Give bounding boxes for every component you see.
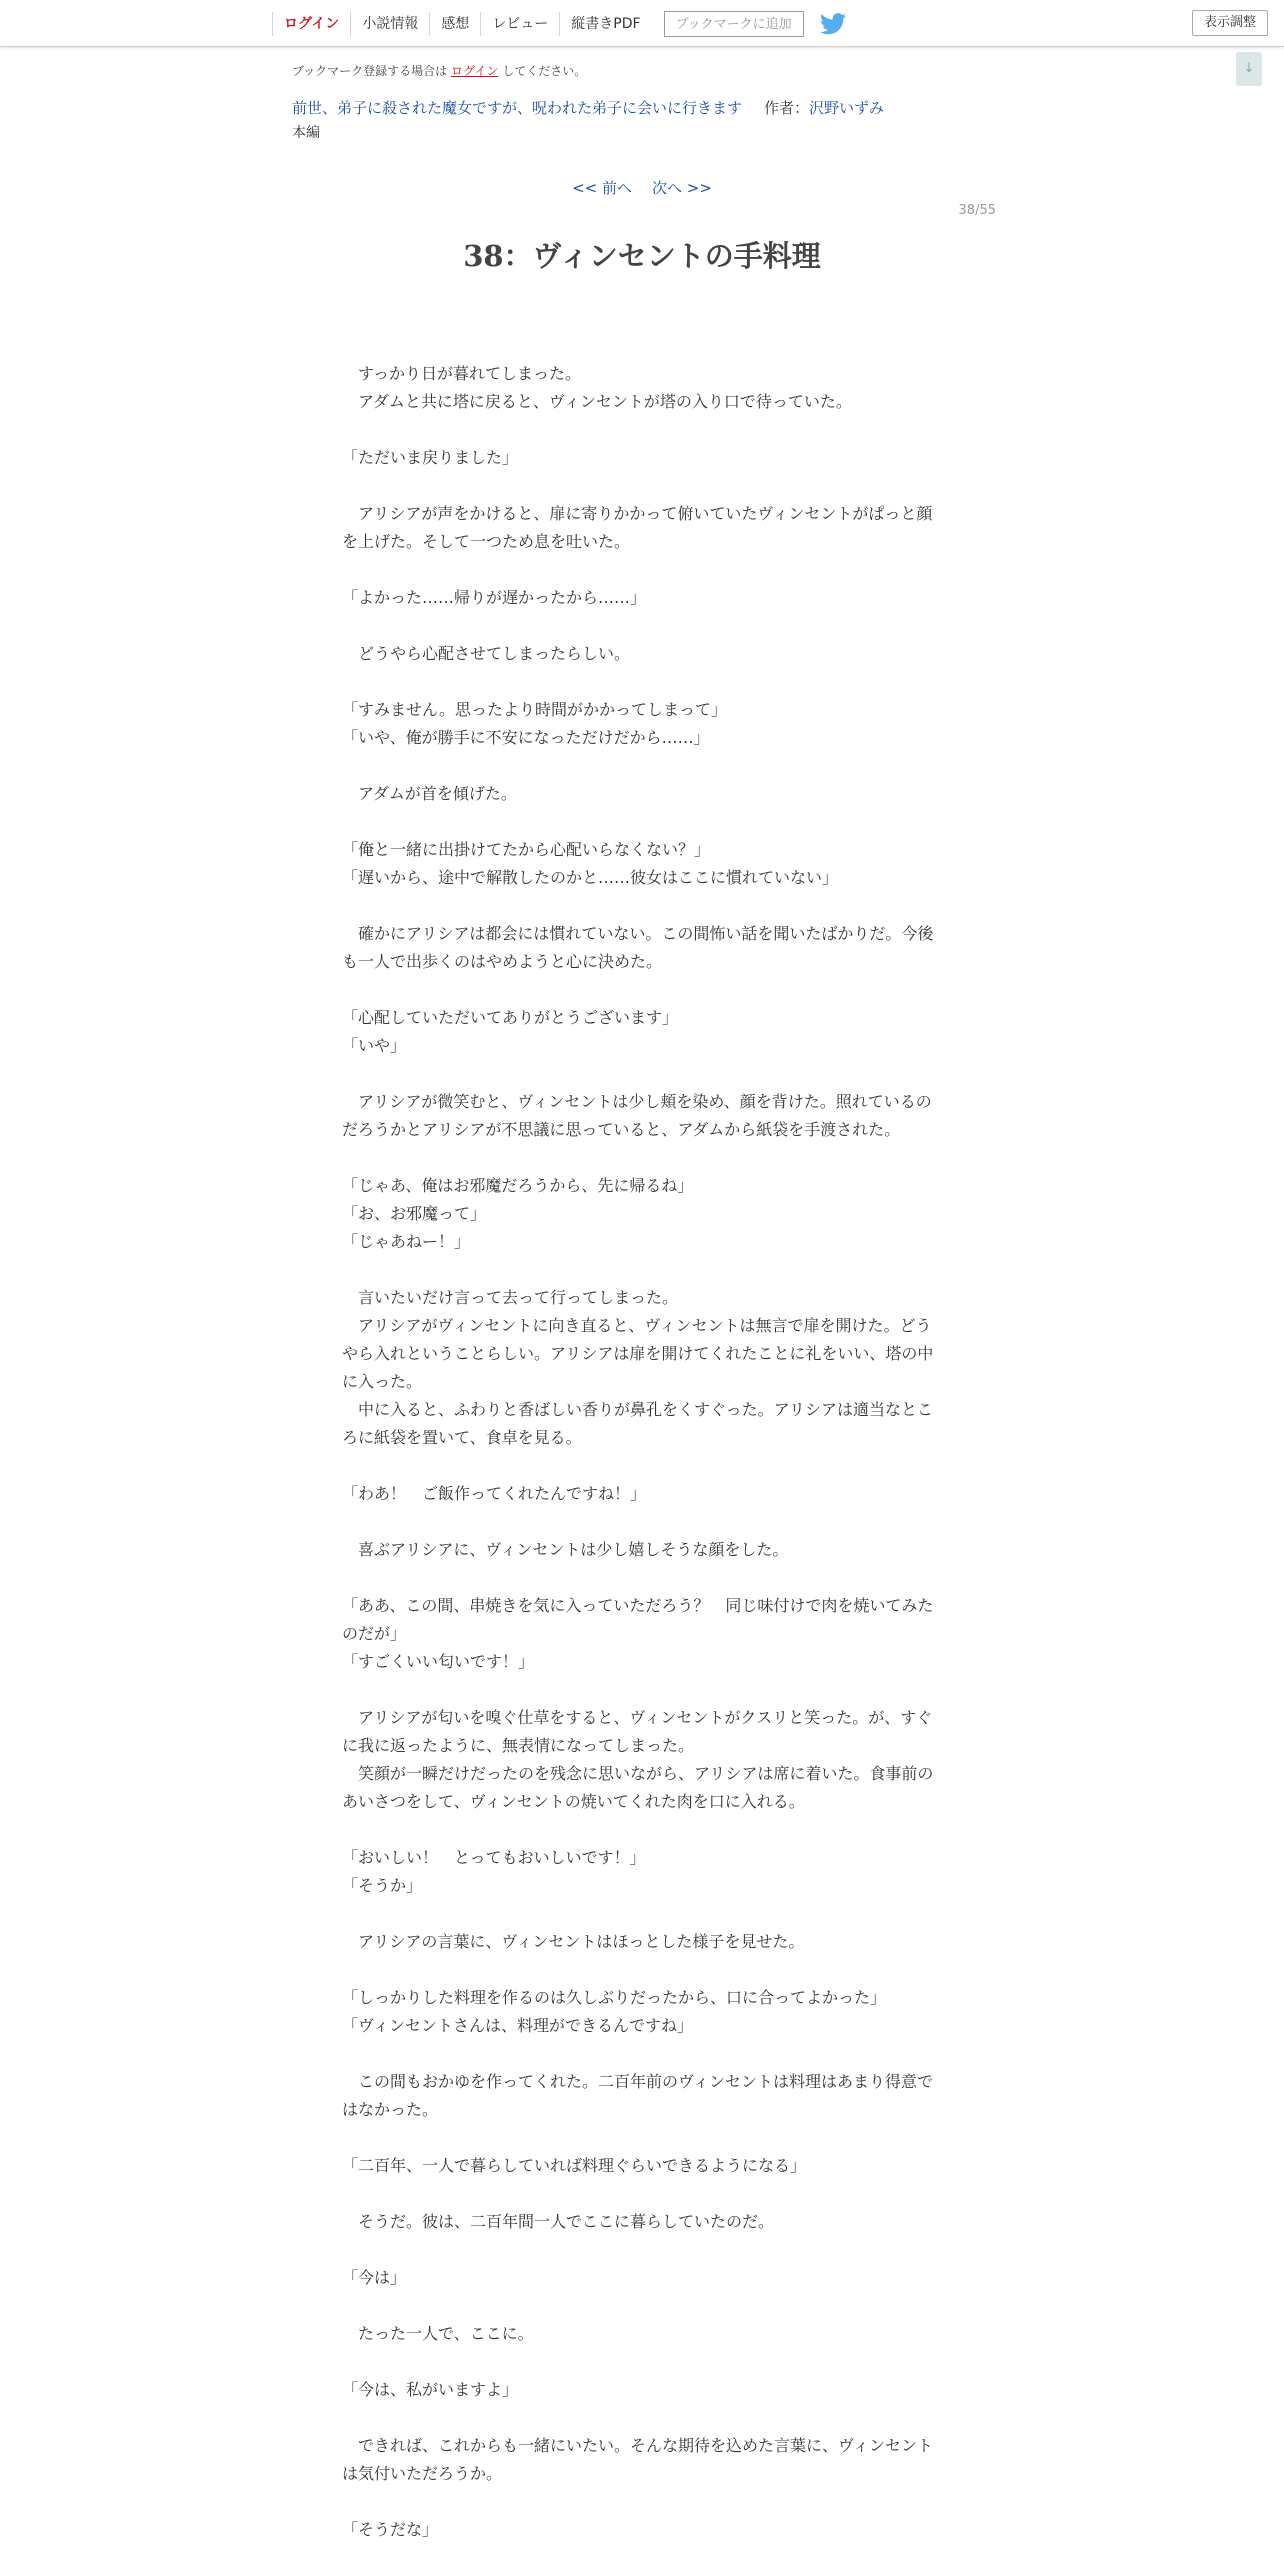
- blank-line: [342, 1676, 942, 1704]
- episode-title: 38：ヴィンセントの手料理: [463, 239, 821, 273]
- body-paragraph: 喜ぶアリシアに、ヴィンセントは少し嬉しそうな顔をした。: [342, 1540, 789, 1559]
- display-settings-button[interactable]: 表示調整: [1192, 10, 1268, 36]
- body-paragraph: できれば、これからも一緒にいたい。そんな期待を込めた言葉に、ヴィンセントは気付いただろうか。: [342, 2436, 934, 2483]
- episode-body: [342, 360, 942, 2544]
- body-paragraph: アリシアがヴィンセントに向き直ると、ヴィンセントは無言で扉を開けた。どうやら入れということらしい。アリシアは扉を開けてくれたことに礼をいい、塔の中に入った。: [342, 1316, 934, 1391]
- blank-line: [342, 2236, 942, 2264]
- blank-line: [342, 1508, 942, 1536]
- blank-line: [342, 612, 942, 640]
- notice-text-before: ブックマーク登録する場合は: [292, 64, 448, 78]
- blank-line: [342, 472, 942, 500]
- body-paragraph: たった一人で、ここに。: [342, 2324, 534, 2343]
- novel-title-link[interactable]: 前世、弟子に殺された魔女ですが、呪われた弟子に会いに行きます: [292, 99, 743, 117]
- blank-line: [342, 808, 942, 836]
- body-paragraph: 「今は、私がいますよ」: [342, 2380, 519, 2399]
- nav-login-link[interactable]: ログイン: [272, 12, 350, 36]
- add-bookmark-button[interactable]: ブックマークに追加: [664, 11, 804, 37]
- body-paragraph: 「二百年、一人で暮らしていれば料理ぐらいできるようになる」: [342, 2156, 807, 2175]
- body-paragraph: アリシアが微笑むと、ヴィンセントは少し頬を染め、顔を背けた。照れているのだろうかとアリシアが不思議に思っていると、アダムから紙袋を手渡された。: [342, 1092, 932, 1139]
- blank-line: [342, 2348, 942, 2376]
- body-paragraph: 確かにアリシアは都会には慣れていない。この間怖い話を聞いたばかりだ。今後も一人で出歩くのはやめようと心に決めた。: [342, 924, 934, 971]
- section-title: 本編: [292, 125, 320, 141]
- bookmark-login-notice: [292, 62, 586, 79]
- blank-line: [342, 2404, 942, 2432]
- blank-line: [342, 1144, 942, 1172]
- body-paragraph: すっかり日が暮れてしまった。: [342, 364, 582, 383]
- body-paragraph: アリシアが声をかけると、扉に寄りかかって俯いていたヴィンセントがぱっと顔を上げた。そして一つため息を吐いた。: [342, 504, 933, 551]
- twitter-icon[interactable]: [820, 13, 846, 35]
- body-paragraph: この間もおかゆを作ってくれた。二百年前のヴィンセントは料理はあまり得意ではなかった。: [342, 2072, 934, 2119]
- body-paragraph: 「心配していただいてありがとうございます」: [342, 1008, 679, 1027]
- body-paragraph: アリシアの言葉に、ヴィンセントはほっとした様子を見せた。: [342, 1932, 805, 1951]
- blank-line: [342, 1816, 942, 1844]
- novel-info-line: [292, 97, 884, 118]
- blank-line: [342, 1060, 942, 1088]
- blank-line: [342, 556, 942, 584]
- body-paragraph: アダムが首を傾げた。: [342, 784, 517, 803]
- author-link[interactable]: 沢野いずみ: [809, 99, 885, 117]
- blank-line: [342, 2040, 942, 2068]
- body-paragraph: 「よかった……帰りが遅かったから……」: [342, 588, 647, 607]
- body-paragraph: 中に入ると、ふわりと香ばしい香りが鼻孔をくすぐった。アリシアは適当なところに紙袋を置いて、食卓を見る。: [342, 1400, 934, 1447]
- body-paragraph: 「しっかりした料理を作るのは久しぶりだったから、口に合ってよかった」: [342, 1988, 887, 2007]
- blank-line: [342, 752, 942, 780]
- prev-episode-link[interactable]: << 前へ: [572, 179, 632, 197]
- body-paragraph: 「お、お邪魔って」: [342, 1204, 487, 1223]
- blank-line: [342, 1900, 942, 1928]
- notice-login-link[interactable]: ログイン: [451, 64, 499, 78]
- nav-impressions-link[interactable]: 感想: [429, 12, 480, 36]
- nav-vertical-pdf-link[interactable]: 縦書きPDF: [559, 12, 651, 36]
- blank-line: [342, 416, 942, 444]
- episode-count: 38/55: [958, 203, 996, 218]
- blank-line: [342, 2124, 942, 2152]
- next-episode-link[interactable]: 次へ >>: [652, 179, 712, 197]
- episode-pager: [0, 177, 1284, 198]
- body-paragraph: 「ただいま戻りました」: [342, 448, 519, 467]
- blank-line: [342, 2180, 942, 2208]
- body-paragraph: 「じゃあ、俺はお邪魔だろうから、先に帰るね」: [342, 1176, 694, 1195]
- body-paragraph: 「すみません。思ったより時間がかかってしまって」: [342, 700, 727, 719]
- body-paragraph: アリシアが匂いを嗅ぐ仕草をすると、ヴィンセントがクスリと笑った。が、すぐに我に返ったように、無表情になってしまった。: [342, 1708, 933, 1755]
- body-paragraph: 「ヴィンセントさんは、料理ができるんですね」: [342, 2016, 694, 2035]
- body-paragraph: 「すごくいい匂いです！」: [342, 1652, 535, 1671]
- blank-line: [342, 2488, 942, 2516]
- body-paragraph: 「わあ！ ご飯作ってくれたんですね！」: [342, 1484, 647, 1503]
- notice-text-after: してください。: [502, 64, 587, 78]
- scroll-down-button[interactable]: ↓: [1236, 52, 1262, 86]
- body-paragraph: 「そうだな」: [342, 2520, 439, 2539]
- nav-review-link[interactable]: レビュー: [480, 12, 559, 36]
- body-paragraph: 「遅いから、途中で解散したのかと……彼女はここに慣れていない」: [342, 868, 839, 887]
- body-paragraph: 言いたいだけ言って去って行ってしまった。: [342, 1288, 679, 1307]
- body-paragraph: 笑顔が一瞬だけだったのを残念に思いながら、アリシアは席に着いた。食事前のあいさつをして、ヴィンセントの焼いてくれた肉を口に入れる。: [342, 1764, 934, 1811]
- body-paragraph: どうやら心配させてしまったらしい。: [342, 644, 631, 663]
- body-paragraph: 「おいしい！ とってもおいしいです！」: [342, 1848, 646, 1867]
- nav-menu: [272, 12, 846, 36]
- body-paragraph: 「俺と一緒に出掛けてたから心配いらなくない？」: [342, 840, 711, 859]
- author-label: 作者：: [764, 99, 810, 117]
- body-paragraph: 「いや」: [342, 1036, 407, 1055]
- body-paragraph: 「今は」: [342, 2268, 407, 2287]
- nav-novel-info-link[interactable]: 小説情報: [350, 12, 429, 36]
- blank-line: [342, 1956, 942, 1984]
- body-paragraph: そうだ。彼は、二百年間一人でここに暮らしていたのだ。: [342, 2212, 775, 2231]
- body-paragraph: 「いや、俺が勝手に不安になっただけだから……」: [342, 728, 710, 747]
- blank-line: [342, 1256, 942, 1284]
- blank-line: [342, 668, 942, 696]
- body-paragraph: 「そうか」: [342, 1876, 423, 1895]
- body-paragraph: アダムと共に塔に戻ると、ヴィンセントが塔の入り口で待っていた。: [342, 392, 852, 411]
- blank-line: [342, 976, 942, 1004]
- body-paragraph: 「じゃあねー！」: [342, 1232, 471, 1251]
- blank-line: [342, 2292, 942, 2320]
- blank-line: [342, 892, 942, 920]
- blank-line: [342, 1452, 942, 1480]
- blank-line: [342, 1564, 942, 1592]
- top-navigation-bar: [0, 0, 1284, 47]
- body-paragraph: 「ああ、この間、串焼きを気に入っていただろう？ 同じ味付けで肉を焼いてみたのだが」: [342, 1596, 934, 1643]
